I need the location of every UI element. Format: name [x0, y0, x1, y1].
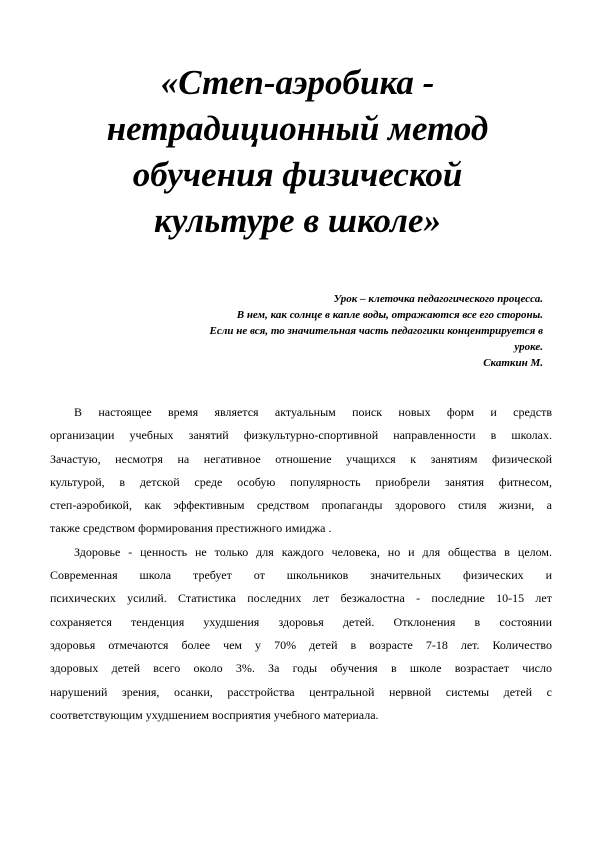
epigraph-line: В нем, как солнце в капле воды, отражаются все его стороны.	[236, 309, 543, 321]
document-title	[60, 60, 535, 244]
paragraph	[50, 541, 552, 727]
epigraph	[73, 291, 543, 371]
paragraph-line: Современная школа требует от школьников значительных физических и	[50, 568, 552, 583]
paragraph-line: нарушений зрения, осанки, расстройства центральной нервной системы детей с	[50, 684, 552, 699]
epigraph-author: Скаткин М.	[483, 357, 543, 369]
paragraph-line: организации учебных занятий физкультурно-спортивной направленности в школах.	[50, 428, 552, 443]
paragraph-line: здоровых детей всего около 3%. За годы обучения в школе возрастает число	[50, 661, 552, 676]
paragraph-line: Здоровье - ценность не только для каждого человека, но и для общества в целом.	[74, 544, 552, 559]
title-line: культуре в школе»	[153, 201, 442, 240]
paragraph-line: Зачастую, несмотря на негативное отношение учащихся к занятиям физической	[50, 451, 552, 466]
epigraph-line: Урок – клеточка педагогического процесса.	[333, 293, 543, 305]
paragraph-line: также средством формирования престижного имиджа .	[50, 521, 332, 536]
title-line: «Степ-аэробика -	[160, 63, 435, 102]
paragraph-line: культурой, в детской среде особую популярность приобрели занятия фитнесом,	[50, 474, 552, 489]
paragraph-line: сохраняется тенденция ухудшения здоровья детей. Отклонения в состоянии	[50, 614, 552, 629]
body-text	[50, 401, 552, 727]
paragraph-line: В настоящее время является актуальным поиск новых форм и средств	[74, 405, 552, 419]
paragraph-line: степ-аэробикой, как эффективным средством пропаганды здорового стиля жизни, а	[50, 498, 552, 513]
title-line: нетрадиционный метод	[106, 109, 489, 148]
paragraph-line: соответствующим ухудшением восприятия учебного материала.	[50, 707, 379, 722]
epigraph-line: Если не вся, то значительная часть педагогики концентрируется в	[209, 325, 543, 337]
paragraph-line: психических усилий. Статистика последних лет безжалостна - последние 10-15 лет	[50, 591, 552, 606]
paragraph-line: здоровья отмечаются более чем у 70% детей в возрасте 7-18 лет. Количество	[50, 637, 552, 652]
paragraph	[50, 401, 552, 541]
epigraph-line: уроке.	[514, 341, 543, 353]
title-line: обучения физической	[132, 155, 463, 194]
